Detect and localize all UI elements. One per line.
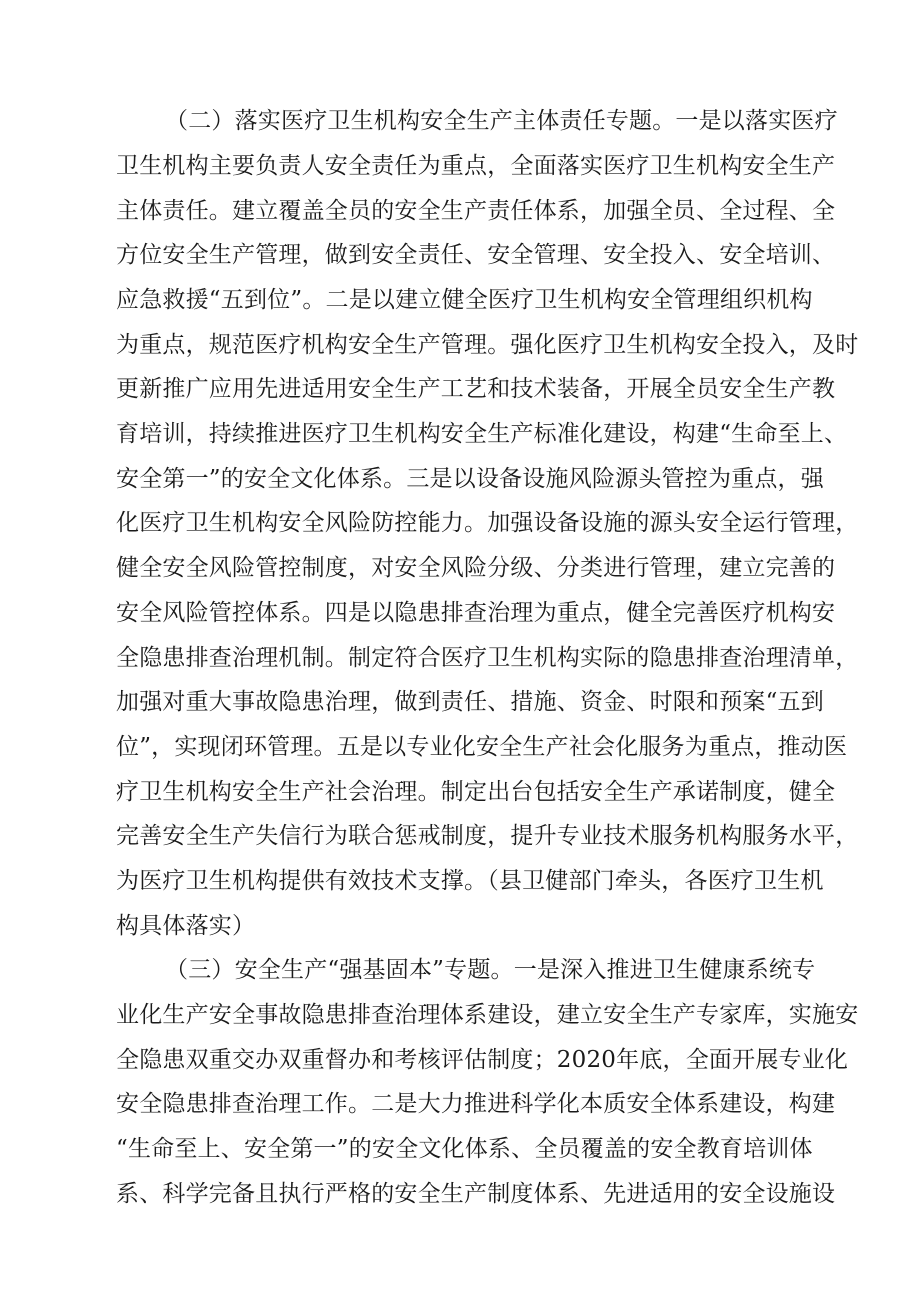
paragraph-2-line-13: 全隐患排查治理机制。制定符合医疗卫生机构实际的隐患排查治理清单， bbox=[116, 645, 859, 671]
paragraph-2-line-1: （二）落实医疗卫生机构安全生产主体责任专题。一是以落实医疗 bbox=[165, 108, 838, 134]
paragraph-2-line-9: 安全第一”的安全文化体系。三是以设备设施风险源头管控为重点，强 bbox=[116, 466, 824, 492]
paragraph-2-line-6: 为重点，规范医疗机构安全生产管理。强化医疗卫生机构安全投入，及时 bbox=[116, 332, 859, 358]
paragraph-3-line-3: 全隐患双重交办双重督办和考核评估制度；2020年底，全面开展专业化 bbox=[116, 1047, 849, 1073]
paragraph-2-line-18: 为医疗卫生机构提供有效技术支撑。（县卫健部门牵头，各医疗卫生机 bbox=[116, 868, 824, 894]
paragraph-2-line-4: 方位安全生产管理，做到安全责任、安全管理、安全投入、安全培训、 bbox=[116, 242, 836, 268]
paragraph-2-line-16: 疗卫生机构安全生产社会治理。制定出台包括安全生产承诺制度，健全 bbox=[116, 779, 836, 805]
paragraph-3-line-5: “生命至上、安全第一”的安全文化体系、全员覆盖的安全教育培训体 bbox=[116, 1136, 813, 1162]
paragraph-2-line-15: 位”，实现闭环管理。五是以专业化安全生产社会化服务为重点，推动医 bbox=[116, 734, 848, 760]
paragraph-2-line-8: 育培训，持续推进医疗卫生机构安全生产标准化建设，构建“生命至上、 bbox=[116, 421, 848, 447]
paragraph-2-line-11: 健全安全风险管控制度，对安全风险分级、分类进行管理，建立完善的 bbox=[116, 555, 836, 581]
paragraph-3-line-2: 业化生产安全事故隐患排查治理体系建设，建立安全生产专家库，实施安 bbox=[116, 1002, 859, 1028]
paragraph-3-line-6: 系、科学完备且执行严格的安全生产制度体系、先进适用的安全设施设 bbox=[116, 1181, 836, 1207]
paragraph-2-line-7: 更新推广应用先进适用安全生产工艺和技术装备，开展全员安全生产教 bbox=[116, 376, 836, 402]
paragraph-2-line-17: 完善安全生产失信行为联合惩戒制度，提升专业技术服务机构服务水平， bbox=[116, 823, 859, 849]
paragraph-2-line-5: 应急救援“五到位”。二是以建立健全医疗卫生机构安全管理组织机构 bbox=[116, 287, 813, 313]
paragraph-3-line-1: （三）安全生产“强基固本”专题。一是深入推进卫生健康系统专 bbox=[165, 957, 816, 983]
paragraph-3-line-4: 安全隐患排查治理工作。二是大力推进科学化本质安全体系建设，构建 bbox=[116, 1091, 836, 1117]
paragraph-2-line-3: 主体责任。建立覆盖全员的安全生产责任体系，加强全员、全过程、全 bbox=[116, 198, 836, 224]
paragraph-2-line-19: 构具体落实） bbox=[116, 913, 256, 939]
paragraph-2-line-10: 化医疗卫生机构安全风险防控能力。加强设备设施的源头安全运行管理， bbox=[116, 510, 859, 536]
paragraph-2-line-12: 安全风险管控体系。四是以隐患排查治理为重点，健全完善医疗机构安 bbox=[116, 600, 836, 626]
paragraph-2-line-2: 卫生机构主要负责人安全责任为重点，全面落实医疗卫生机构安全生产 bbox=[116, 153, 836, 179]
paragraph-2-line-14: 加强对重大事故隐患治理，做到责任、措施、资金、时限和预案“五到 bbox=[116, 689, 824, 715]
